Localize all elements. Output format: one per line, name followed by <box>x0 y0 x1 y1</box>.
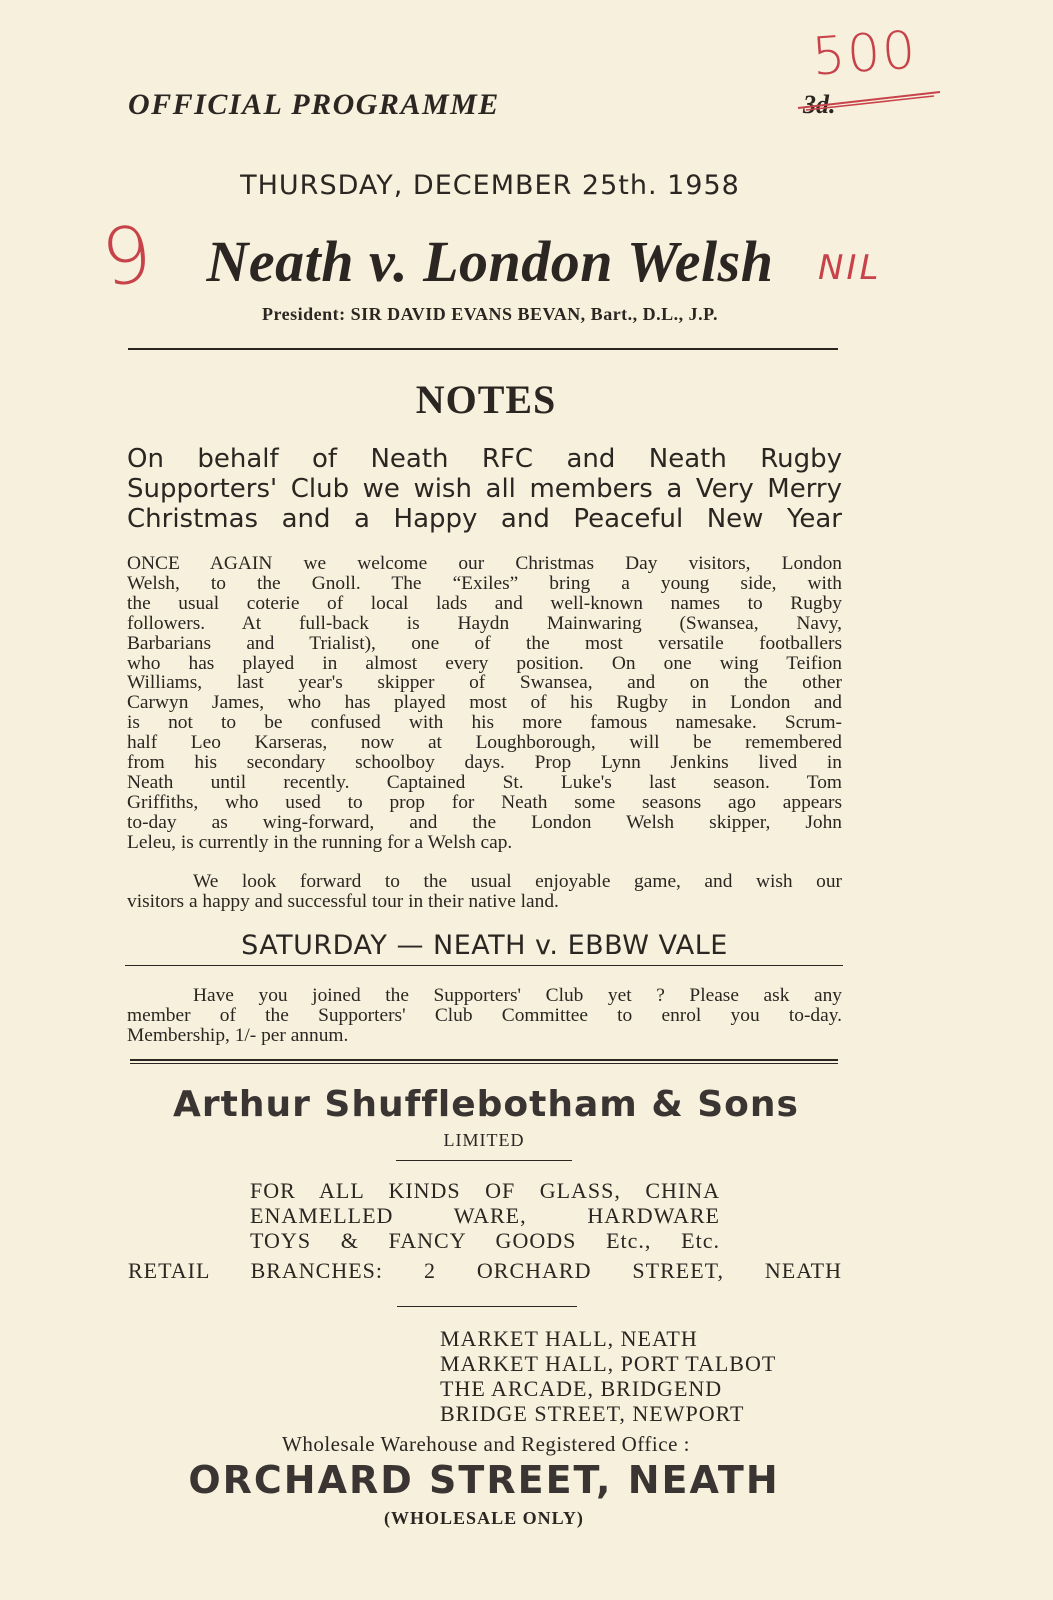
notes-closing <box>127 872 842 912</box>
christmas-greeting <box>127 444 842 534</box>
body-line: Welsh, to the Gnoll. The “Exiles” bring a young side, with <box>127 572 842 594</box>
retail-branches-row <box>128 1258 842 1284</box>
greeting-line: Supporters' Club we wish all members a Very Merry <box>127 474 842 504</box>
branch-list <box>440 1326 835 1426</box>
wholesale-address: ORCHARD STREET, NEATH <box>188 1458 780 1502</box>
body-line: Griffiths, who used to prop for Neath some seasons ago appears <box>127 791 842 813</box>
greeting-line: Christmas and a Happy and Peaceful New Year <box>127 504 842 534</box>
goods-line: FOR ALL KINDS OF GLASS, CHINA <box>250 1178 720 1203</box>
goods-line: ENAMELLED WARE, HARDWARE <box>250 1203 720 1228</box>
body-line: Barbarians and Trialist), one of the most versatile footballers <box>127 632 842 654</box>
supporters-line: Membership, 1/- per annum. <box>127 1025 349 1046</box>
handwritten-number: 9 <box>97 209 157 305</box>
retail-label: RETAIL <box>128 1258 210 1283</box>
advert-divider-top <box>130 1059 838 1061</box>
branch-item: MARKET HALL, PORT TALBOT <box>440 1351 777 1376</box>
wholesale-label: Wholesale Warehouse and Registered Office : <box>282 1432 690 1456</box>
closing-line: visitors a happy and successful tour in their native land. <box>127 891 559 912</box>
price: 3d. <box>803 90 836 119</box>
branch-item: MARKET HALL, NEATH <box>440 1326 698 1351</box>
president-name: SIR DAVID EVANS BEVAN, Bart., D.L., J.P. <box>350 304 719 324</box>
first-branch: 2 ORCHARD STREET, NEATH <box>423 1258 842 1283</box>
notes-title: NOTES <box>415 377 557 422</box>
fixture-divider <box>125 965 843 966</box>
body-line: who has played in almost every position. On one wing Teifion <box>127 652 842 674</box>
body-line: Leleu, is currently in the running for a Welsh cap. <box>127 831 513 853</box>
notes-body <box>127 554 842 853</box>
body-line: Neath until recently. Captained St. Luke's last season. Tom <box>127 771 842 793</box>
advertiser-name: Arthur Shufflebotham & Sons <box>173 1084 799 1125</box>
supporters-club-notice <box>127 986 842 1046</box>
price-strike-mark <box>796 88 942 118</box>
greeting-line: On behalf of Neath RFC and Neath Rugby <box>127 444 842 474</box>
body-line: half Leo Karseras, now at Loughborough, will be remembered <box>127 732 842 754</box>
body-line: to-day as wing-forward, and the London Welsh skipper, John <box>127 811 842 833</box>
body-line: ONCE AGAIN we welcome our Christmas Day visitors, London <box>127 553 842 574</box>
programme-label: OFFICIAL PROGRAMME <box>128 88 500 121</box>
wholesale-only: (WHOLESALE ONLY) <box>384 1508 584 1528</box>
branch-item: THE ARCADE, BRIDGEND <box>440 1376 723 1401</box>
president-line <box>0 304 980 325</box>
next-fixture: SATURDAY — NEATH v. EBBW VALE <box>241 930 728 961</box>
body-line: Carwyn James, who has played most of his Rugby in London and <box>127 692 842 714</box>
header-divider <box>128 348 838 350</box>
supporters-line: Have you joined the Supporters' Club yet ? Please ask any <box>193 985 842 1006</box>
body-line: the usual coterie of local lads and well-known names to Rugby <box>127 592 842 614</box>
body-line: followers. At full-back is Haydn Mainwaring (Swansea, Navy, <box>127 612 842 634</box>
handwritten-price: 500 <box>810 20 920 88</box>
match-title: Neath v. London Welsh <box>206 229 774 294</box>
advert-divider-bottom <box>130 1063 838 1064</box>
advertiser-limited: LIMITED <box>443 1130 525 1150</box>
goods-list <box>250 1178 720 1253</box>
match-date: THURSDAY, DECEMBER 25th. 1958 <box>240 170 740 201</box>
handwritten-score: NIL <box>818 248 882 288</box>
branch-item: BRIDGE STREET, NEWPORT <box>440 1401 745 1426</box>
limited-underline <box>396 1160 572 1161</box>
goods-line: TOYS & FANCY GOODS Etc., Etc. <box>250 1228 720 1253</box>
closing-line: We look forward to the usual enjoyable game, and wish our <box>193 871 842 892</box>
branches-divider <box>397 1306 577 1307</box>
body-line: is not to be confused with his more famous namesake. Scrum- <box>127 712 842 734</box>
supporters-line: member of the Supporters' Club Committee to enrol you to-day. <box>127 1005 842 1026</box>
body-line: Williams, last year's skipper of Swansea, and on the other <box>127 672 842 694</box>
branches-label: BRANCHES: <box>250 1258 384 1283</box>
president-label: President: <box>261 304 346 324</box>
body-line: from his secondary schoolboy days. Prop Lynn Jenkins lived in <box>127 752 842 774</box>
